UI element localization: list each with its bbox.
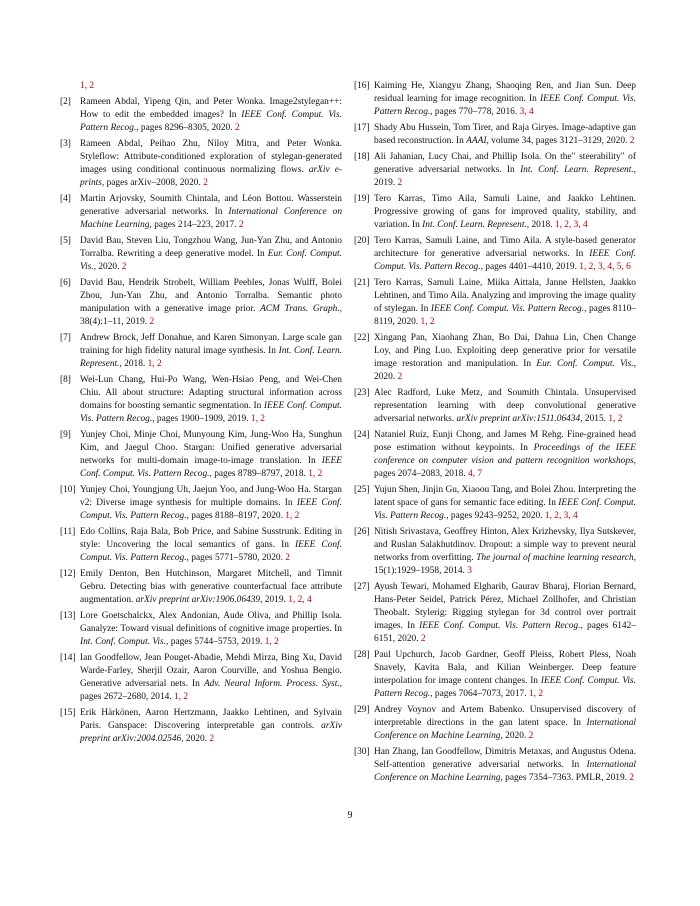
reference-text — [374, 194, 636, 230]
reference-text-part: Xingang Pan, Xiaohang Zhan, Bo Dai, Dahua Lin, Chen Change Loy, and Ping Luo. Exploiting deep generative prior for versatile image restoration and manipulation. In — [374, 333, 636, 369]
reference-text-part: David Bau, Steven Liu, Tongzhou Wang, Jun-Yan Zhu, and Antonio Torralba. Rewriting a deep generative model. In — [80, 236, 342, 259]
reference-text — [80, 708, 342, 744]
reference-item — [354, 581, 636, 646]
reference-text-part: Yujun Shen, Jinjin Gu, Xiaoou Tang, and Bolei Zhou. Interpreting the latent space of gans for semantic face editing. In — [374, 485, 636, 508]
reference-text-part: Ian Goodfellow, Jean Pouget-Abadie, Mehdi Mirza, Bing Xu, David Warde-Farley, Sherjil Ozair, Aaron Courville, and Yoshua Bengio. Generative adversarial nets. In — [80, 653, 342, 689]
reference-text — [80, 485, 342, 521]
reference-venue: IEEE Conf. Comput. Vis. Pattern Recog. — [419, 621, 581, 631]
reference-venue: IEEE Conf. Comput. Vis. Pattern Recog. — [374, 94, 636, 117]
reference-text — [374, 582, 636, 644]
reference-text — [374, 650, 636, 699]
reference-text-part: , pages 6142–6151, 2020. — [374, 621, 636, 644]
reference-text — [374, 152, 636, 188]
reference-venue: International Conference on Machine Learning — [80, 207, 343, 230]
reference-text-part: Edo Collins, Raja Bala, Bob Price, and Sabine Susstrunk. Editing in style: Uncovering the local semantics of gans. In — [80, 527, 342, 550]
reference-text — [80, 97, 342, 133]
reference-text-part: , 2019. — [260, 595, 289, 605]
reference-number: [9] — [60, 430, 71, 440]
reference-number: [2] — [60, 97, 71, 107]
reference-number: [17] — [354, 123, 370, 133]
reference-text-part: , pages 5744–5753, 2019. — [166, 637, 265, 647]
reference-text-part: , pages 1900–1909, 2019. — [152, 414, 251, 424]
reference-item — [354, 746, 636, 785]
reference-venue: IEEE Conf. Comput. Vis. Pattern Recog. — [374, 676, 637, 699]
reference-text-part: , 2020. — [181, 734, 210, 744]
citation-backlinks[interactable]: 2 — [121, 262, 127, 272]
reference-number: [7] — [60, 333, 71, 343]
reference-number: [25] — [354, 485, 370, 495]
reference-text — [374, 430, 636, 479]
reference-item — [60, 652, 342, 704]
reference-venue: IEEE Conf. Comput. Vis. Pattern Recog. — [80, 540, 342, 563]
reference-item — [60, 235, 342, 274]
reference-venue: IEEE Conf. Comput. Vis. Pattern Recog. — [80, 456, 342, 479]
reference-venue: arXiv preprint arXiv:1511.06434 — [456, 414, 581, 424]
citation-backlinks[interactable]: 1, 2 — [250, 414, 265, 424]
citation-backlinks[interactable]: 2 — [203, 178, 208, 188]
reference-item — [354, 387, 636, 426]
reference-text-part: Tero Karras, Samuli Laine, Miika Aittala, Janne Hellsten, Jaakko Lehtinen, and Timo Aila. Analyzing and improving the image quality of stylegan. In — [374, 278, 636, 314]
reference-text — [374, 236, 636, 272]
reference-item — [60, 707, 342, 746]
citation-backlinks[interactable]: 1, 2, 4 — [288, 595, 312, 605]
reference-venue: arXiv preprint arXiv:2004.02546 — [80, 721, 342, 744]
reference-item — [354, 193, 636, 232]
reference-venue: Eur. Conf. Comput. Vis. — [80, 249, 342, 272]
citation-backlinks[interactable]: 2 — [629, 773, 635, 783]
reference-number: [4] — [60, 194, 71, 204]
reference-item — [354, 332, 636, 384]
citation-backlinks[interactable]: 3, 4 — [519, 107, 534, 117]
reference-text-part: , pages 5771–5780, 2020. — [186, 553, 286, 563]
citation-backlinks[interactable]: 4, 7 — [468, 469, 483, 479]
reference-text — [80, 236, 342, 272]
reference-item — [354, 526, 636, 578]
reference-item — [354, 704, 636, 743]
reference-item — [60, 429, 342, 481]
reference-text-part: Kaiming He, Xiangyu Zhang, Shaoqing Ren, and Jian Sun. Deep residual learning for image recognition. In — [374, 81, 636, 104]
citation-backlinks[interactable]: 1, 2 — [264, 637, 279, 647]
reference-text-part: Paul Upchurch, Jacob Gardner, Geoff Pleiss, Robert Pless, Noah Snavely, Kavita Bala, and Kilian Weinberger. Deep feature interpolation for image content changes. In — [374, 650, 636, 686]
reference-text-part: , 15(1):1929–1958, 2014. — [374, 553, 636, 576]
reference-venue: IEEE Conf. Comput. Vis. Pattern Recog. — [80, 110, 342, 133]
reference-text — [374, 485, 636, 521]
reference-text — [80, 569, 342, 605]
reference-text-part: Erik Härkönen, Aaron Hertzmann, Jaakko Lehtinen, and Sylvain Paris. Ganspace: Discovering interpretable gan controls. — [80, 708, 342, 731]
reference-list-right — [354, 80, 636, 785]
reference-continuation — [60, 80, 342, 93]
references-left-column — [60, 80, 342, 749]
reference-text-part: Andrey Voynov and Artem Babenko. Unsupervised discovery of interpretable directions in the gan latent space. In — [374, 705, 636, 728]
reference-text-part: , pages 4401–4410, 2019. — [480, 262, 580, 272]
reference-text-part: , pages arXiv–2008, 2020. — [101, 178, 204, 188]
reference-text — [374, 705, 636, 741]
reference-text-part: , 2020. — [500, 731, 529, 741]
reference-item — [60, 277, 342, 329]
reference-number: [18] — [354, 152, 370, 162]
reference-text-part: , 2019. — [374, 165, 636, 188]
reference-number: [20] — [354, 236, 370, 246]
reference-text-part: , 2020. — [374, 359, 636, 382]
reference-text-part: , volume 34, pages 3121–3129, 2020. — [486, 136, 630, 146]
reference-text-part: Yunjey Choi, Youngjung Uh, Jaejun Yoo, and Jung-Woo Ha. Stargan v2: Diverse image synthesis for multiple domains. In — [80, 485, 342, 508]
reference-number: [6] — [60, 278, 71, 288]
reference-number: [27] — [354, 582, 370, 592]
reference-number: [29] — [354, 705, 370, 715]
reference-item — [354, 484, 636, 523]
reference-text-part: Nataniel Ruiz, Eunji Chong, and James M Rehg. Fine-grained head pose estimation without keypoints. In — [374, 430, 636, 453]
reference-text-part: Ali Jahanian, Lucy Chai, and Phillip Isola. On the" steerability" of generative adversarial networks. In — [374, 152, 636, 175]
reference-text-part: Wei-Lun Chang, Hui-Po Wang, Wen-Hsiao Peng, and Wei-Chen Chiu. All about structure: Adapting structural information across domains for boosting semantic segmentation. In — [80, 375, 342, 411]
reference-number: [11] — [60, 527, 76, 537]
reference-number: [24] — [354, 430, 370, 440]
citation-backlinks[interactable]: 2 — [149, 317, 155, 327]
reference-number: [23] — [354, 388, 370, 398]
reference-text — [374, 81, 636, 117]
references-right-column — [354, 80, 636, 788]
reference-venue: arXiv e-prints — [80, 165, 342, 188]
reference-item — [60, 332, 342, 371]
reference-venue: Adv. Neural Inform. Process. Syst. — [203, 679, 340, 689]
citation-backlinks[interactable]: 2 — [209, 734, 215, 744]
reference-text-part: Yunjey Choi, Minje Choi, Munyoung Kim, Jung-Woo Ha, Sunghun Kim, and Jaegul Choo. Stargan: Unified generative adversarial networks for multi-domain image-to-image translation. In — [80, 430, 342, 466]
reference-item — [354, 151, 636, 190]
reference-venue: ACM Trans. Graph. — [260, 304, 340, 314]
reference-venue: IEEE Conf. Comput. Vis. Pattern Recog. — [374, 498, 636, 521]
reference-text — [374, 123, 636, 146]
reference-number: [8] — [60, 375, 71, 385]
reference-text — [80, 139, 342, 188]
reference-text-part: Ayush Tewari, Mohamed Elgharib, Gaurav Bharaj, Florian Bernard, Hans-Peter Seidel, Patrick Pérez, Michael Zollhofer, and Christian Theobalt. Stylerig: Rigging stylegan for 3d control over portrait images. In — [374, 582, 636, 631]
citation-backlinks[interactable]: 1, 2, 3, 4 — [544, 511, 578, 521]
citation-backlinks[interactable]: 2 — [420, 634, 426, 644]
reference-text — [80, 278, 342, 327]
reference-text — [80, 653, 342, 702]
reference-text-part: Alec Radford, Luke Metz, and Soumith Chintala. Unsupervised representation learning with deep convolutional generative adversarial networks. — [374, 388, 636, 424]
reference-venue: arXiv preprint arXiv:1906.06439 — [135, 595, 261, 605]
citation-backlinks[interactable]: 1, 2 — [80, 81, 95, 91]
reference-number: [10] — [60, 485, 76, 495]
reference-text — [80, 194, 342, 230]
reference-text-part: , pages 7354–7363. PMLR, 2019. — [500, 773, 630, 783]
reference-item — [354, 429, 636, 481]
reference-number: [19] — [354, 194, 370, 204]
reference-text-part: Han Zhang, Ian Goodfellow, Dimitris Metaxas, and Augustus Odena. Self-attention generative adversarial networks. In — [374, 747, 636, 770]
reference-number: [28] — [354, 650, 370, 660]
reference-item — [354, 235, 636, 274]
reference-text-part: Tero Karras, Timo Aila, Samuli Laine, and Jaakko Lehtinen. Progressive growing of gans for improved quality, stability, and variation. In — [374, 194, 636, 230]
reference-text-part: , 38(4):1–11, 2019. — [80, 304, 343, 327]
reference-text-part: , pages 8110–8119, 2020. — [374, 304, 636, 327]
reference-text — [80, 430, 342, 479]
reference-number: [5] — [60, 236, 71, 246]
reference-text — [374, 333, 636, 382]
reference-text-part: Rameen Abdal, Peihao Zhu, Niloy Mitra, and Peter Wonka. Styleflow: Attribute-conditioned exploration of stylegan-generated images using conditional continuous normalizing flows. — [80, 139, 342, 175]
citation-backlinks[interactable]: 2 — [629, 136, 635, 146]
reference-item — [60, 193, 342, 232]
reference-item — [60, 526, 342, 565]
reference-number: [12] — [60, 569, 76, 579]
reference-text — [374, 747, 636, 783]
reference-venue: Eur. Conf. Comput. Vis. — [536, 359, 634, 369]
citation-backlinks[interactable]: 1, 2 — [285, 511, 300, 521]
citation-backlinks[interactable]: 1, 2, 3, 4 — [554, 220, 588, 230]
reference-venue: International Conference on Machine Learning — [374, 760, 636, 783]
reference-item — [60, 138, 342, 190]
reference-text — [80, 527, 342, 563]
reference-item — [60, 484, 342, 523]
reference-text-part: , pages 9243–9252, 2020. — [446, 511, 545, 521]
reference-text-part: David Bau, Hendrik Strobelt, William Peebles, Jonas Wulff, Bolei Zhou, Jun-Yan Zhu, and Antonio Torralba. Semantic photo manipulation with a generative image prior. — [80, 278, 342, 314]
reference-text-part: , 2018. — [119, 359, 148, 369]
reference-text — [80, 611, 342, 647]
reference-item — [60, 374, 342, 426]
reference-text-part: , 2018. — [526, 220, 555, 230]
reference-text — [80, 333, 342, 369]
citation-backlinks[interactable]: 1, 2 — [608, 414, 623, 424]
reference-venue: Proceedings of the IEEE conference on computer vision and pattern recognition workshops — [374, 443, 637, 466]
reference-text-part: Martin Arjovsky, Soumith Chintala, and Léon Bottou. Wasserstein generative adversarial networks. In — [80, 194, 342, 217]
citation-backlinks[interactable]: 2 — [238, 220, 244, 230]
reference-text-part: Lore Goetschalckx, Alex Andonian, Aude Oliva, and Phillip Isola. Ganalyze: Toward visual definitions of cognitive image properties. In — [80, 611, 342, 634]
reference-number: [26] — [354, 527, 370, 537]
reference-text-part: , pages 8188–8197, 2020. — [186, 511, 286, 521]
citation-backlinks[interactable]: 1, 2 — [147, 359, 162, 369]
citation-backlinks[interactable]: 2 — [234, 123, 240, 133]
reference-text — [374, 388, 636, 424]
citation-backlinks[interactable]: 1, 2 — [528, 689, 543, 699]
reference-number: [30] — [354, 747, 370, 757]
reference-text-part: , pages 2672–2680, 2014. — [80, 679, 342, 702]
citation-backlinks[interactable]: 2 — [528, 731, 534, 741]
reference-venue: IEEE Conf. Comput. Vis. Pattern Recog. — [374, 249, 636, 272]
reference-text-part: Emily Denton, Ben Hutchinson, Margaret Mitchell, and Timnit Gebru. Detecting bias with generative counterfactual face attribute augmentation. — [80, 569, 342, 605]
reference-item — [60, 610, 342, 649]
citation-backlinks[interactable]: 1, 2, 3, 4, 5, 6 — [579, 262, 631, 272]
reference-item — [354, 277, 636, 329]
reference-number: [3] — [60, 139, 71, 149]
citation-backlinks[interactable]: 2 — [397, 178, 403, 188]
reference-text-part: Shady Abu Hussein, Tom Tirer, and Raja Giryes. Image-adaptive gan based reconstruction. In — [374, 123, 636, 146]
reference-item — [60, 568, 342, 607]
reference-venue: The journal of machine learning research — [476, 553, 634, 563]
reference-number: [13] — [60, 611, 76, 621]
reference-list-left — [60, 96, 342, 746]
reference-text-part: , 2015. — [580, 414, 609, 424]
citation-backlinks[interactable]: 3 — [467, 566, 472, 576]
reference-number: [16] — [354, 81, 370, 91]
reference-text-part: Rameen Abdal, Yipeng Qin, and Peter Wonka. Image2stylegan++: How to edit the embedded images? In — [80, 97, 342, 120]
reference-text-part: , pages 770–778, 2016. — [430, 107, 520, 117]
reference-number: [15] — [60, 708, 76, 718]
reference-text — [80, 375, 342, 424]
page-number: 9 — [347, 810, 353, 821]
reference-venue: Int. Conf. Learn. Represent. — [80, 346, 342, 369]
citation-backlinks[interactable]: 2 — [285, 553, 290, 563]
reference-item — [354, 80, 636, 119]
reference-venue: IEEE Conf. Comput. Vis. Pattern Recog. — [430, 304, 585, 314]
reference-item — [60, 96, 342, 135]
reference-venue: International Conference on Machine Learning — [374, 718, 636, 741]
reference-number: [22] — [354, 333, 370, 343]
citation-backlinks[interactable]: 1, 2 — [308, 469, 323, 479]
citation-backlinks[interactable]: 1, 2 — [420, 317, 435, 327]
reference-venue: AAAI — [466, 136, 487, 146]
reference-text-part: , pages 8789–8797, 2018. — [209, 469, 309, 479]
reference-text-part: Nitish Srivastava, Geoffrey Hinton, Alex Krizhevsky, Ilya Sutskever, and Ruslan Salakhutdinov. Dropout: a simple way to prevent neural networks from overfitting. — [374, 527, 636, 563]
reference-text-part: , pages 214–223, 2017. — [149, 220, 239, 230]
reference-venue: Int. Conf. Comput. Vis. — [80, 637, 167, 647]
reference-text — [374, 278, 636, 327]
reference-text — [374, 527, 636, 576]
reference-text-part: , 2020. — [93, 262, 122, 272]
reference-number: [14] — [60, 653, 76, 663]
reference-item — [354, 122, 636, 148]
reference-venue: IEEE Conf. Comput. Vis. Pattern Recog. — [80, 498, 342, 521]
citation-backlinks[interactable]: 1, 2 — [174, 692, 189, 702]
reference-venue: Int. Conf. Learn. Represent. — [422, 220, 527, 230]
reference-text-part: , pages 8296–8305, 2020. — [136, 123, 235, 133]
reference-venue: Int. Conf. Learn. Represent. — [520, 165, 634, 175]
reference-venue: IEEE Conf. Comput. Vis. Pattern Recog. — [80, 401, 342, 424]
reference-text-part: Tero Karras, Samuli Laine, and Timo Aila. A style-based generator architecture for generative adversarial networks. In — [374, 236, 636, 259]
reference-number: [21] — [354, 278, 370, 288]
reference-item — [354, 649, 636, 701]
reference-text-part: , pages 7064–7073, 2017. — [430, 689, 529, 699]
citation-backlinks[interactable]: 2 — [397, 372, 403, 382]
reference-text-part: Andrew Brock, Jeff Donahue, and Karen Simonyan. Large scale gan training for high fidelity natural image synthesis. In — [80, 333, 342, 356]
reference-text-part: , pages 2074–2083, 2018. — [374, 456, 636, 479]
